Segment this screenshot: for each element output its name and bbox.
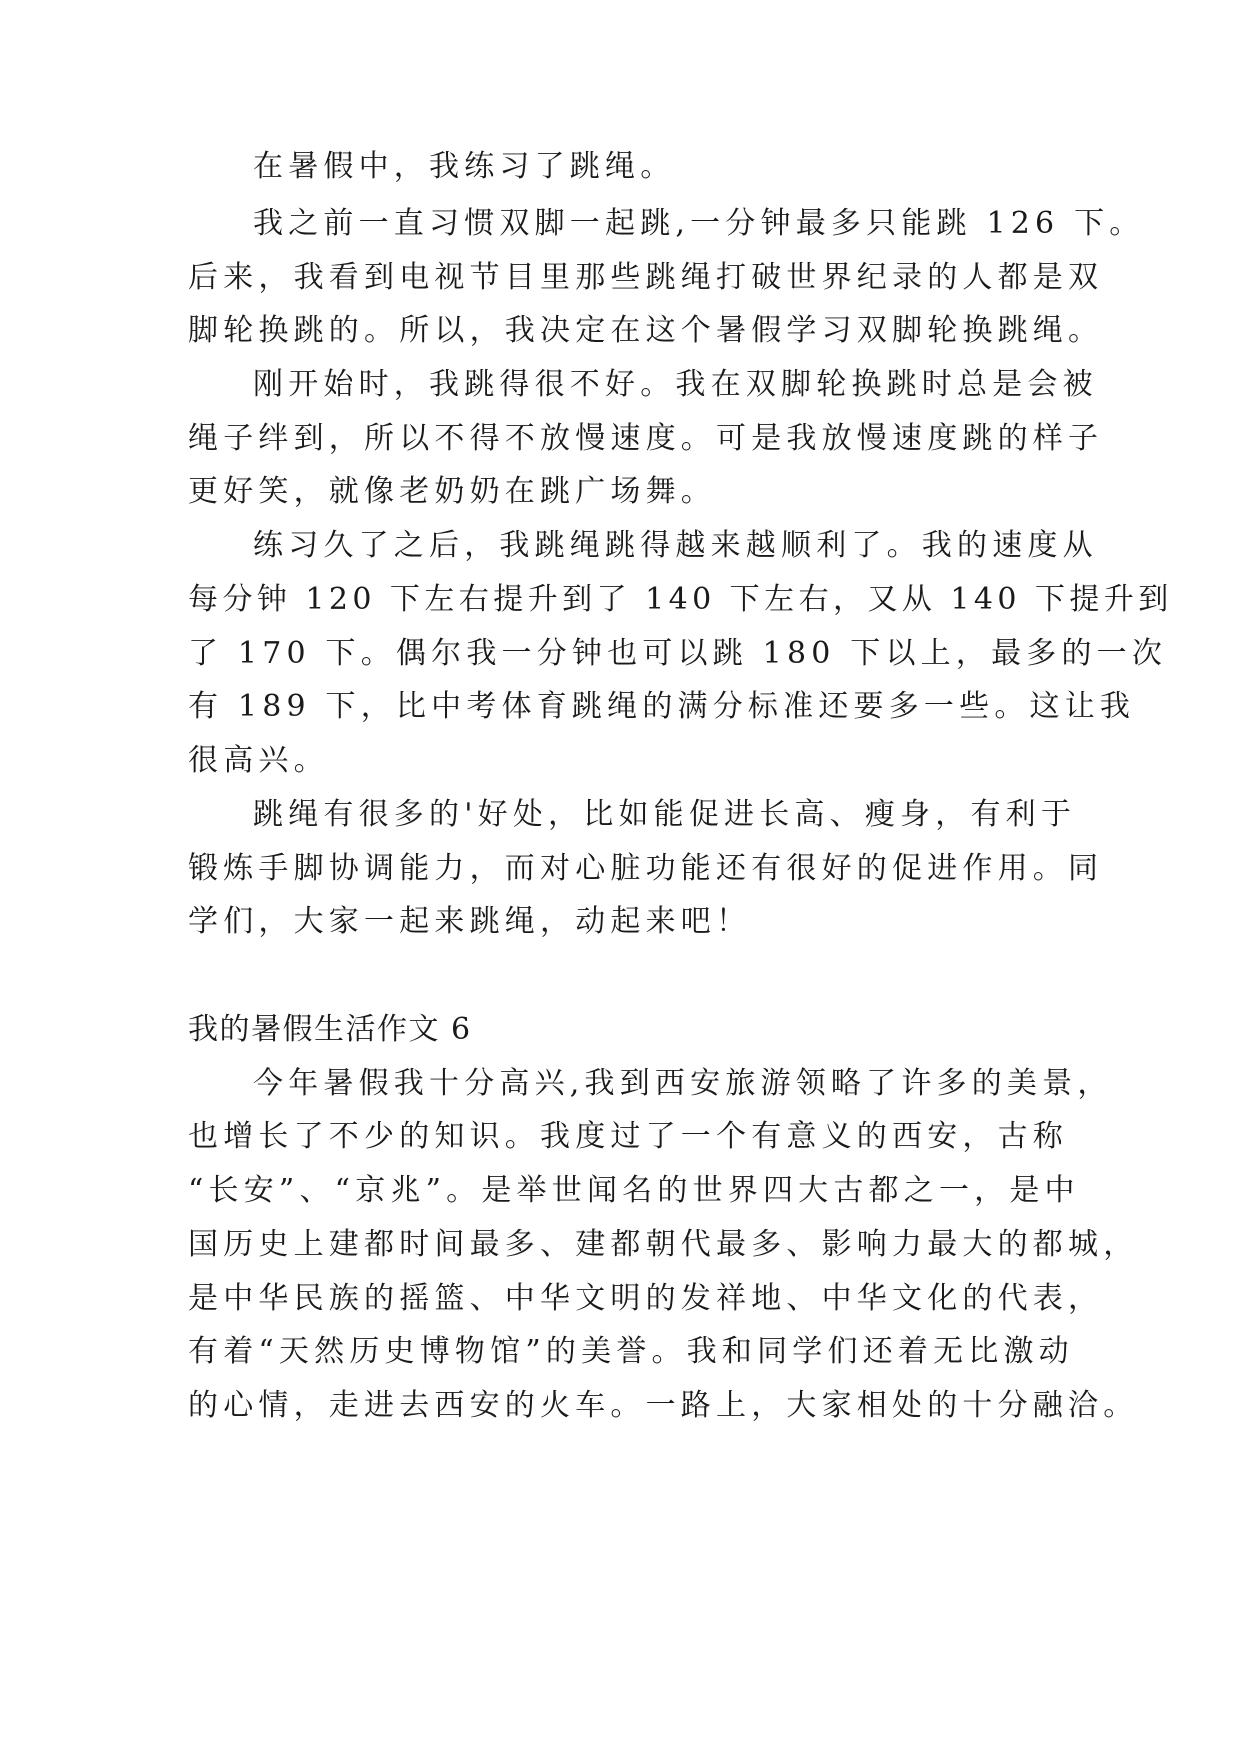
paragraph-line: 每分钟 120 下左右提升到了 140 下左右，又从 140 下提升到 bbox=[188, 582, 1173, 617]
paragraph-line: 练习久了之后，我跳绳跳得越来越顺利了。我的速度从 bbox=[253, 528, 1098, 563]
paragraph-line: 有 189 下，比中考体育跳绳的满分标准还要多一些。这让我 bbox=[188, 689, 1136, 724]
paragraph-line: 了 170 下。偶尔我一分钟也可以跳 180 下以上，最多的一次 bbox=[188, 636, 1168, 671]
paragraph-line: 今年暑假我十分高兴,我到西安旅游领略了许多的美景， bbox=[253, 1066, 1113, 1101]
paragraph-line: 刚开始时，我跳得很不好。我在双脚轮换跳时总是会被 bbox=[253, 367, 1098, 402]
paragraph-line: 绳子绊到，所以不得不放慢速度。可是我放慢速度跳的样子 bbox=[188, 421, 1104, 456]
paragraph-line: 是中华民族的摇篮、中华文明的发祥地、中华文化的代表， bbox=[188, 1281, 1104, 1316]
paragraph-line: 我之前一直习惯双脚一起跳,一分钟最多只能跳 126 下。 bbox=[253, 206, 1145, 241]
paragraph-line: “长安”、“京兆”。是举世闻名的世界四大古都之一，是中 bbox=[188, 1173, 1080, 1208]
paragraph-line: 后来，我看到电视节目里那些跳绳打破世界纪录的人都是双 bbox=[188, 260, 1104, 295]
paragraph-line: 锻炼手脚协调能力，而对心脏功能还有很好的促进作用。同 bbox=[188, 851, 1104, 886]
paragraph-line: 很高兴。 bbox=[188, 743, 329, 778]
paragraph-line: 也增长了不少的知识。我度过了一个有意义的西安，古称 bbox=[188, 1119, 1068, 1154]
paragraph-line: 学们，大家一起来跳绳，动起来吧！ bbox=[188, 904, 752, 939]
paragraph-line: 国历史上建都时间最多、建都朝代最多、影响力最大的都城， bbox=[188, 1227, 1139, 1262]
paragraph-line: 跳绳有很多的'好处，比如能促进长高、瘦身，有利于 bbox=[253, 797, 1077, 832]
paragraph-line: 更好笑，就像老奶奶在跳广场舞。 bbox=[188, 474, 716, 509]
paragraph-line: 的心情，走进去西安的火车。一路上，大家相处的十分融洽。 bbox=[188, 1388, 1139, 1423]
paragraph-line: 在暑假中，我练习了跳绳。 bbox=[253, 149, 676, 184]
paragraph-line: 有着“天然历史博物馆”的美誉。我和同学们还着无比激动 bbox=[188, 1334, 1074, 1369]
section-title: 我的暑假生活作文 6 bbox=[188, 1012, 472, 1047]
paragraph-line: 脚轮换跳的。所以，我决定在这个暑假学习双脚轮换跳绳。 bbox=[188, 313, 1104, 348]
